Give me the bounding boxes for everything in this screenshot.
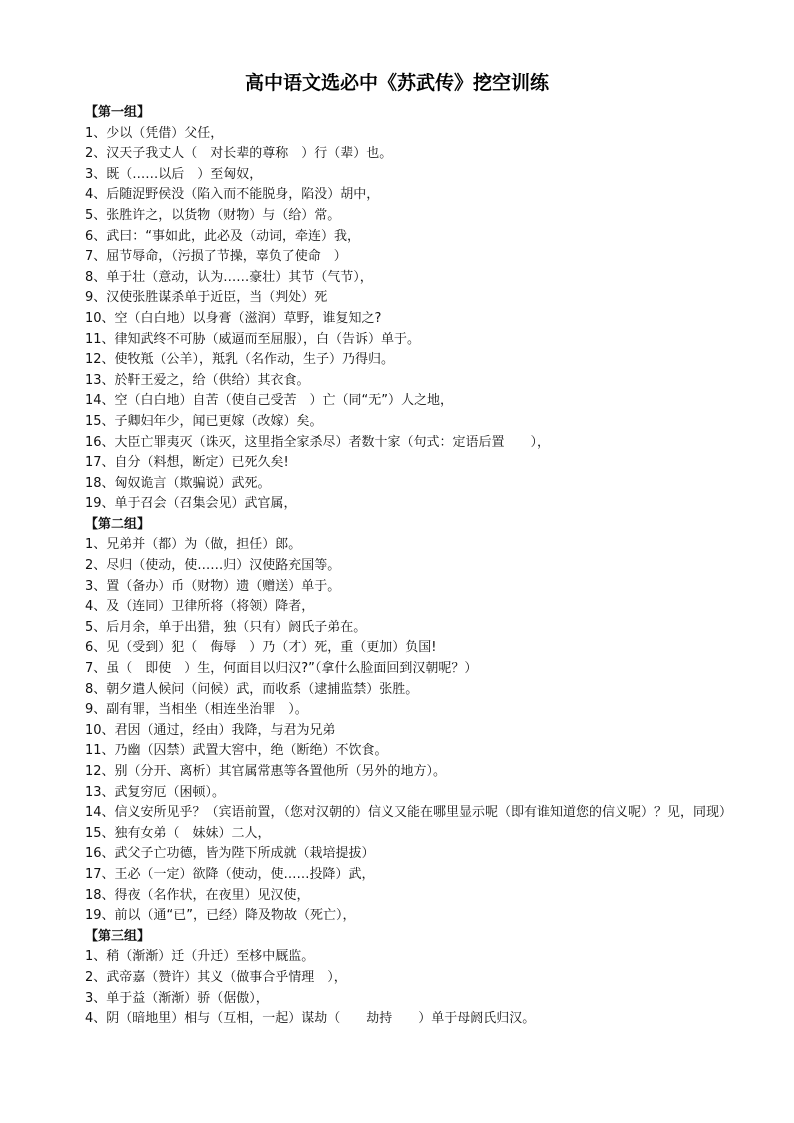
exercise-item: 12、别（分开、离析）其官属常惠等各置他所（另外的地方）。	[85, 764, 447, 779]
exercise-item: 1、稍（渐渐）迁（升迁）至栘中厩监。	[85, 949, 315, 965]
exercise-item: 17、自分（料想，断定）已死久矣!	[85, 455, 289, 471]
exercise-item: 9、副有罪，当相坐（相连坐治罪 ）。	[85, 702, 308, 718]
exercise-item: 3、既（……以后 ）至匈奴，	[85, 166, 263, 182]
exercise-item: 18、得夜（名作状，在夜里）见汉使，	[85, 887, 310, 903]
exercise-item: 5、后月余，单于出猎，独（只有）阏氏子弟在。	[85, 619, 367, 635]
exercise-item: 3、单于益（渐渐）骄（倨傲），	[85, 990, 269, 1006]
exercise-item: 18、匈奴诡言（欺骗说）武死。	[85, 475, 271, 491]
exercise-item: 7、虽（ 即使 ）生，何面目以归汉?”（拿什么脸面回到汉朝呢？）	[85, 661, 478, 677]
exercise-item: 3、置（备办）币（财物）遗（赠送）单于。	[85, 578, 341, 594]
exercise-item: 10、空（白白地）以身膏（滋润）草野，谁复知之?	[85, 310, 382, 326]
exercise-list	[62, 103, 738, 1030]
exercise-item: 13、於靬王爱之，给（供给）其衣食。	[85, 372, 310, 388]
exercise-item: 8、单于壮（意动，认为……豪壮）其节（气节），	[85, 269, 373, 285]
exercise-item: 11、乃幽（囚禁）武置大窖中，绝（断绝）不饮食。	[85, 743, 388, 759]
page-title: 高中语文选必中《苏武传》挖空训练	[244, 72, 549, 94]
exercise-item: 14、空（白白地）自苦（使自己受苦 ）亡（同“无”）人之地，	[85, 393, 454, 409]
exercise-item: 12、使牧羝（公羊），羝乳（名作动，生子）乃得归。	[85, 352, 395, 368]
group-heading: 【第一组】	[85, 105, 151, 120]
exercise-item: 10、君因（通过，经由）我降，与君为兄弟	[85, 722, 336, 738]
exercise-item: 14、信义安所见乎？（宾语前置，（您对汉朝的）信义又能在哪里显示呢（即有谁知道您的信义呢）？见，同现）	[85, 805, 733, 821]
exercise-item: 5、张胜许之，以货物（财物）与（给）常。	[85, 207, 341, 223]
exercise-item: 2、武帝嘉（赞许）其义（做事合乎情理 ），	[85, 969, 347, 985]
exercise-item: 15、子卿妇年少，闻已更嫁（改嫁）矣。	[85, 413, 323, 429]
exercise-item: 13、武复穷厄（困顿）。	[85, 784, 226, 800]
exercise-item: 15、独有女弟（ 妹妹）二人，	[85, 825, 271, 841]
exercise-item: 11、律知武终不可胁（威逼而至屈服），白（告诉）单于。	[85, 331, 421, 347]
exercise-item: 1、兄弟并（都）为（做，担任）郎。	[85, 537, 302, 553]
exercise-item: 16、武父子亡功德，皆为陛下所成就（栽培提拔）	[85, 846, 375, 862]
exercise-item: 6、武曰：“事如此，此必及（动词，牵连）我，	[85, 228, 361, 244]
exercise-item: 17、王必（一定）欲降（使动，使……投降）武，	[85, 866, 375, 882]
exercise-item: 1、少以（凭借）父任，	[85, 125, 224, 141]
exercise-item: 19、前以（通“已”，已经）降及物故（死亡），	[85, 908, 356, 924]
exercise-item: 8、朝夕遣人候问（问候）武，而收系（逮捕监禁）张胜。	[85, 681, 419, 697]
exercise-item: 7、屈节辱命，（污损了节操，辜负了使命 ）	[85, 249, 347, 265]
exercise-item: 2、汉天子我丈人（ 对长辈的尊称 ）行（辈）也。	[85, 146, 393, 162]
exercise-item: 19、单于召会（召集会见）武官属，	[85, 496, 297, 512]
group-heading: 【第三组】	[85, 928, 151, 944]
exercise-item: 4、及（连同）卫律所将（将领）降者，	[85, 599, 315, 615]
exercise-item: 9、汉使张胜谋杀单于近臣，当（判处）死	[85, 290, 328, 306]
exercise-item: 6、见（受到）犯（ 侮辱 ）乃（才）死，重（更加）负国!	[85, 640, 437, 656]
exercise-item: 2、尽归（使动，使……归）汉使路充国等。	[85, 558, 341, 574]
group-heading: 【第二组】	[85, 516, 151, 532]
exercise-item: 4、阴（暗地里）相与（互相，一起）谋劫（ 劫持 ）单于母阏氏归汉。	[85, 1011, 536, 1027]
exercise-item: 16、大臣亡罪夷灭（诛灭，这里指全家杀尽）者数十家（句式：定语后置 ），	[85, 434, 551, 450]
exercise-item: 4、后随浞野侯没（陷入而不能脱身，陷没）胡中，	[85, 187, 380, 203]
